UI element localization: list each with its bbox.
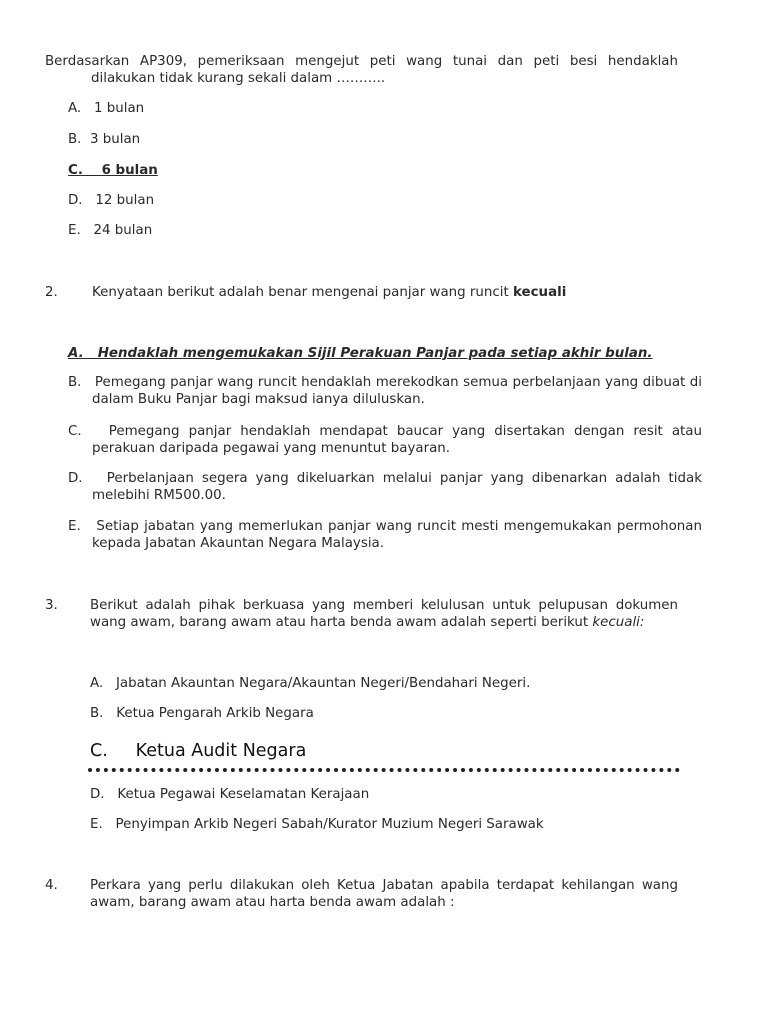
q2-option-b: [68, 374, 702, 408]
option-text: 3 bulan: [89, 132, 141, 147]
q3-option-b: [90, 705, 314, 722]
option-letter: D.: [68, 193, 83, 208]
q1-option-d: [68, 192, 154, 209]
option-letter: A.: [68, 346, 84, 361]
option-text: Penyimpan Arkib Negeri Sabah/Kurator Muzium Negeri Sarawak: [115, 817, 544, 832]
option-letter: D.: [68, 471, 83, 486]
q2-stem-text: Kenyataan berikut adalah benar mengenai panjar wang runcit: [92, 285, 509, 300]
option-letter: C.: [90, 741, 108, 761]
q3-option-e: [90, 816, 544, 833]
option-letter: C.: [68, 424, 82, 439]
q1-option-e: [68, 222, 152, 239]
q2-option-c: [68, 423, 702, 457]
option-text: Ketua Audit Negara: [135, 741, 307, 761]
q3-stem-emphasis: kecuali:: [592, 615, 645, 630]
q1-stem: Berdasarkan AP309, pemeriksaan mengejut peti wang tunai dan peti besi hendaklah dilakukan tidak kurang sekali dalam ………..: [45, 54, 678, 86]
option-text: 12 bulan: [95, 193, 155, 208]
option-text: Setiap jabatan yang memerlukan panjar wang runcit mesti mengemukakan permohonan kepada Jabatan Akauntan Negara Malaysia.: [92, 519, 702, 551]
q3-stem-text: Berikut adalah pihak berkuasa yang memberi kelulusan untuk pelupusan dokumen wang awam, barang awam atau harta benda awam adalah seperti berikut: [90, 598, 678, 630]
q2-number: 2.: [45, 285, 58, 300]
q2-stem-emphasis: kecuali: [512, 285, 567, 300]
q4-number: 4.: [45, 878, 58, 893]
q4-stem: Perkara yang perlu dilakukan oleh Ketua Jabatan apabila terdapat kehilangan wang awam, barang awam atau harta benda awam adalah :: [90, 878, 678, 910]
option-letter: B.: [68, 132, 82, 147]
option-text: Ketua Pegawai Keselamatan Kerajaan: [117, 787, 370, 802]
q2-stem: [92, 284, 566, 301]
q1-option-b: [68, 131, 140, 148]
option-letter: A.: [68, 101, 82, 116]
option-text: Pemegang panjar wang runcit hendaklah merekodkan semua perbelanjaan yang dibuat di dalam Buku Panjar bagi maksud ianya diluluskan.: [92, 375, 702, 407]
option-text: Jabatan Akauntan Negara/Akauntan Negeri/Bendahari Negeri.: [115, 676, 531, 691]
option-text: 1 bulan: [93, 101, 145, 116]
option-text: Pemegang panjar hendaklah mendapat baucar yang disertakan dengan resit atau perakuan daripada pegawai yang menuntut bayaran.: [92, 424, 702, 456]
option-text: Hendaklah mengemukakan Sijil Perakuan Panjar pada setiap akhir bulan.: [97, 346, 653, 361]
option-letter: E.: [90, 817, 103, 832]
option-text: 24 bulan: [93, 223, 153, 238]
q2-option-d: [68, 470, 702, 504]
q3-option-a: [90, 675, 530, 692]
option-letter: E.: [68, 223, 81, 238]
q3-number: 3.: [45, 598, 58, 613]
answer-dotted-underline: [88, 768, 680, 772]
option-text: 6 bulan: [101, 163, 158, 178]
option-letter: B.: [90, 706, 104, 721]
q1-option-c-answer: [68, 162, 158, 179]
q1-option-a: [68, 100, 144, 117]
option-letter: D.: [90, 787, 105, 802]
option-text: Perbelanjaan segera yang dikeluarkan melalui panjar yang dibenarkan adalah tidak melebihi RM500.00.: [92, 471, 702, 503]
option-letter: B.: [68, 375, 82, 390]
option-text: Ketua Pengarah Arkib Negara: [116, 706, 314, 721]
q3-option-d: [90, 786, 369, 803]
option-letter: E.: [68, 519, 81, 534]
q3-stem: [90, 597, 678, 631]
q2-option-e: [68, 518, 702, 552]
option-letter: C.: [68, 163, 83, 178]
option-letter: A.: [90, 676, 104, 691]
q1-stem-line1: [45, 53, 678, 87]
q3-option-c-answer: [90, 741, 306, 761]
q2-option-a-answer: [68, 345, 653, 362]
